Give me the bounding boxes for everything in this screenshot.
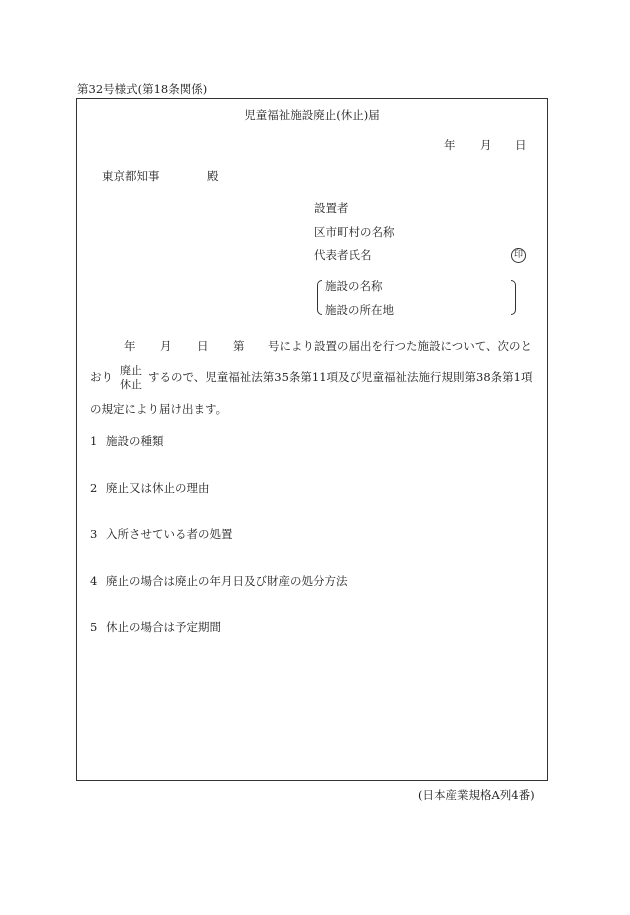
facility-name-label: 施設の名称: [325, 279, 383, 293]
option-abolish: 廃止: [120, 364, 142, 377]
item-5-number: 5: [90, 620, 98, 634]
item-3-number: 3: [90, 527, 98, 541]
municipality-label: 区市町村の名称: [314, 225, 395, 239]
item-1-label: 施設の種類: [106, 434, 164, 448]
item-2-label: 廃止又は休止の理由: [106, 481, 210, 495]
addressee-honorific: 殿: [207, 169, 219, 183]
date-year: 年: [444, 138, 456, 152]
item-1-number: 1: [90, 434, 98, 448]
item-2-number: 2: [90, 481, 98, 495]
representative-label: 代表者氏名: [314, 248, 372, 262]
option-suspend: 休止: [120, 378, 142, 391]
item-4-number: 4: [90, 574, 98, 588]
abolish-suspend-choice: [118, 364, 144, 392]
paper-size-note: (日本産業規格A列4番): [418, 788, 535, 802]
facility-bracket-left: [317, 280, 322, 315]
addressee-name: 東京都知事: [102, 169, 160, 183]
body-line1-text: 号により設置の届出を行つた施設について、次のと: [268, 339, 533, 353]
body-dai: 第: [233, 339, 245, 353]
body-year: 年: [124, 339, 136, 353]
body-line2-text: するので、児童福祉法第35条第11項及び児童福祉法施行規則第38条第1項: [148, 370, 533, 384]
body-month: 月: [160, 339, 172, 353]
body-day: 日: [197, 339, 209, 353]
item-5-label: 休止の場合は予定期間: [106, 620, 221, 634]
facility-bracket-right: [511, 280, 516, 315]
date-day: 日: [515, 138, 527, 152]
item-3-label: 入所させている者の処置: [106, 527, 233, 541]
facility-address-label: 施設の所在地: [325, 303, 394, 317]
body-line2-prefix: おり: [90, 370, 113, 384]
form-title: 児童福祉施設廃止(休止)届: [244, 108, 380, 122]
date-month: 月: [480, 138, 492, 152]
seal-mark: 印: [511, 248, 526, 263]
founder-label: 設置者: [314, 201, 349, 215]
item-4-label: 廃止の場合は廃止の年月日及び財産の処分方法: [106, 574, 348, 588]
body-line3: の規定により届け出ます。: [90, 402, 228, 416]
form-number: 第32号様式(第18条関係): [77, 82, 208, 96]
